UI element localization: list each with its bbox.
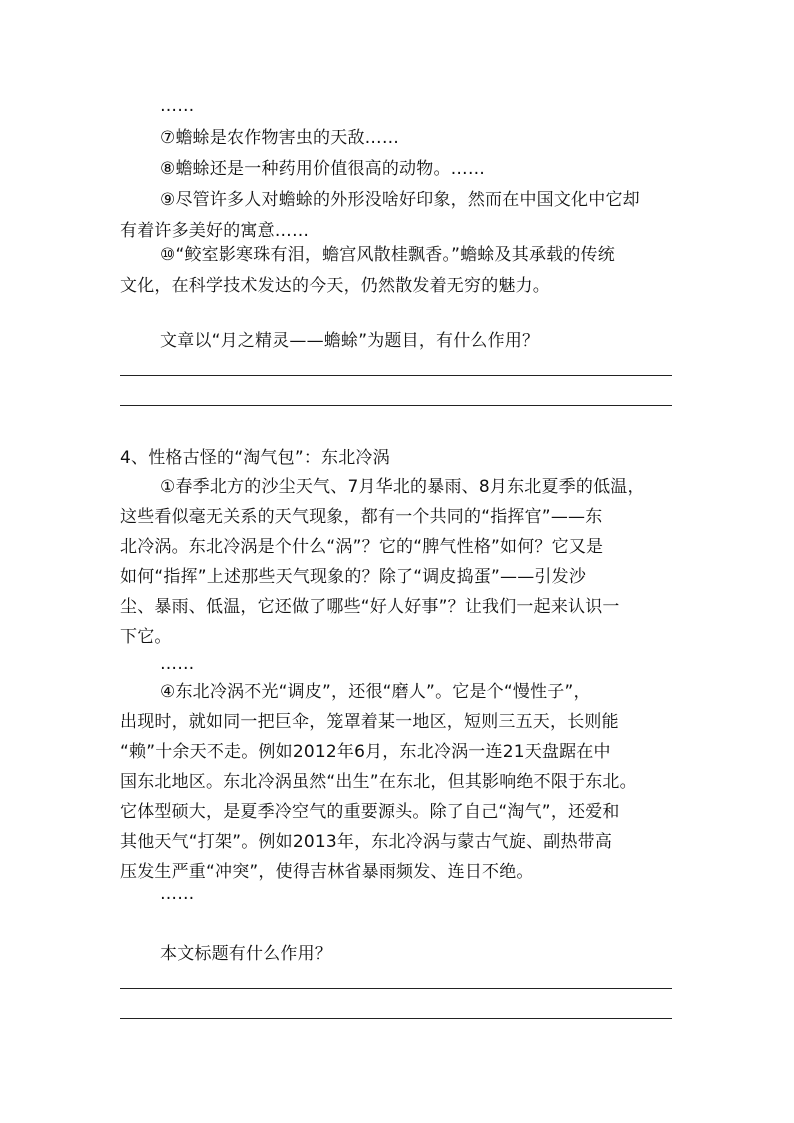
answer-line-4a[interactable] — [120, 988, 672, 989]
paragraph-7: ⑦蟾蜍是农作物害虫的天敌…… — [160, 128, 400, 148]
ellipsis: …… — [160, 96, 195, 116]
paragraph-4-line4: 国东北地区。东北冷涡虽然“出生”在东北，但其影响绝不限于东北。 — [120, 772, 637, 792]
paragraph-10-line1: ⑩“鲛室影寒珠有泪，蟾宫风散桂飘香。”蟾蜍及其承载的传统 — [160, 245, 615, 265]
paragraph-1-line4: 如何“指挥”上述那些天气现象的？除了“调皮捣蛋”——引发沙 — [120, 567, 587, 587]
section-heading-4: 4、性格古怪的“淘气包”：东北冷涡 — [120, 448, 390, 468]
answer-line-4b[interactable] — [120, 1018, 672, 1019]
paragraph-4-line2: 出现时，就如同一把巨伞，笼罩着某一地区，短则三五天，长则能 — [120, 712, 619, 732]
question-3: 文章以“月之精灵——蟾蜍”为题目，有什么作用？ — [160, 331, 540, 351]
paragraph-1-line6: 下它。 — [120, 627, 172, 647]
paragraph-1-line2: 这些看似毫无关系的天气现象，都有一个共同的“指挥官”——东 — [120, 507, 603, 527]
question-4: 本文标题有什么作用？ — [160, 944, 332, 964]
paragraph-1-line1: ①春季北方的沙尘天气、7月华北的暴雨、8月东北夏季的低温， — [160, 477, 645, 497]
paragraph-9-line2: 有着许多美好的寓意…… — [120, 221, 310, 241]
paragraph-1-line3: 北冷涡。东北冷涡是个什么“涡”？它的“脾气性格”如何？它又是 — [120, 537, 604, 557]
paragraph-4-line1: ④东北冷涡不光“调皮”，还很“磨人”。它是个“慢性子”， — [160, 682, 591, 702]
paragraph-10-line2: 文化，在科学技术发达的今天，仍然散发着无穷的魅力。 — [120, 276, 550, 296]
answer-line-3b[interactable] — [120, 405, 672, 406]
paragraph-1-line5: 尘、暴雨、低温，它还做了哪些“好人好事”？让我们一起来认识一 — [120, 597, 620, 617]
paragraph-8: ⑧蟾蜍还是一种药用价值很高的动物。…… — [160, 159, 486, 179]
paragraph-4-line6: 其他天气“打架”。例如2013年，东北冷涡与蒙古气旋、副热带高 — [120, 832, 613, 852]
ellipsis: …… — [160, 884, 195, 904]
paragraph-4-line3: “赖”十余天不走。例如2012年6月，东北冷涡一连21天盘踞在中 — [120, 742, 611, 762]
paragraph-9-line1: ⑨尽管许多人对蟾蜍的外形没啥好印象，然而在中国文化中它却 — [160, 190, 640, 210]
answer-line-3a[interactable] — [120, 375, 672, 376]
paragraph-4-line5: 它体型硕大，是夏季冷空气的重要源头。除了自己“淘气”，还爱和 — [120, 802, 620, 822]
ellipsis: …… — [160, 654, 195, 674]
paragraph-4-line7: 压发生严重“冲突”，使得吉林省暴雨频发、连日不绝。 — [120, 862, 534, 882]
